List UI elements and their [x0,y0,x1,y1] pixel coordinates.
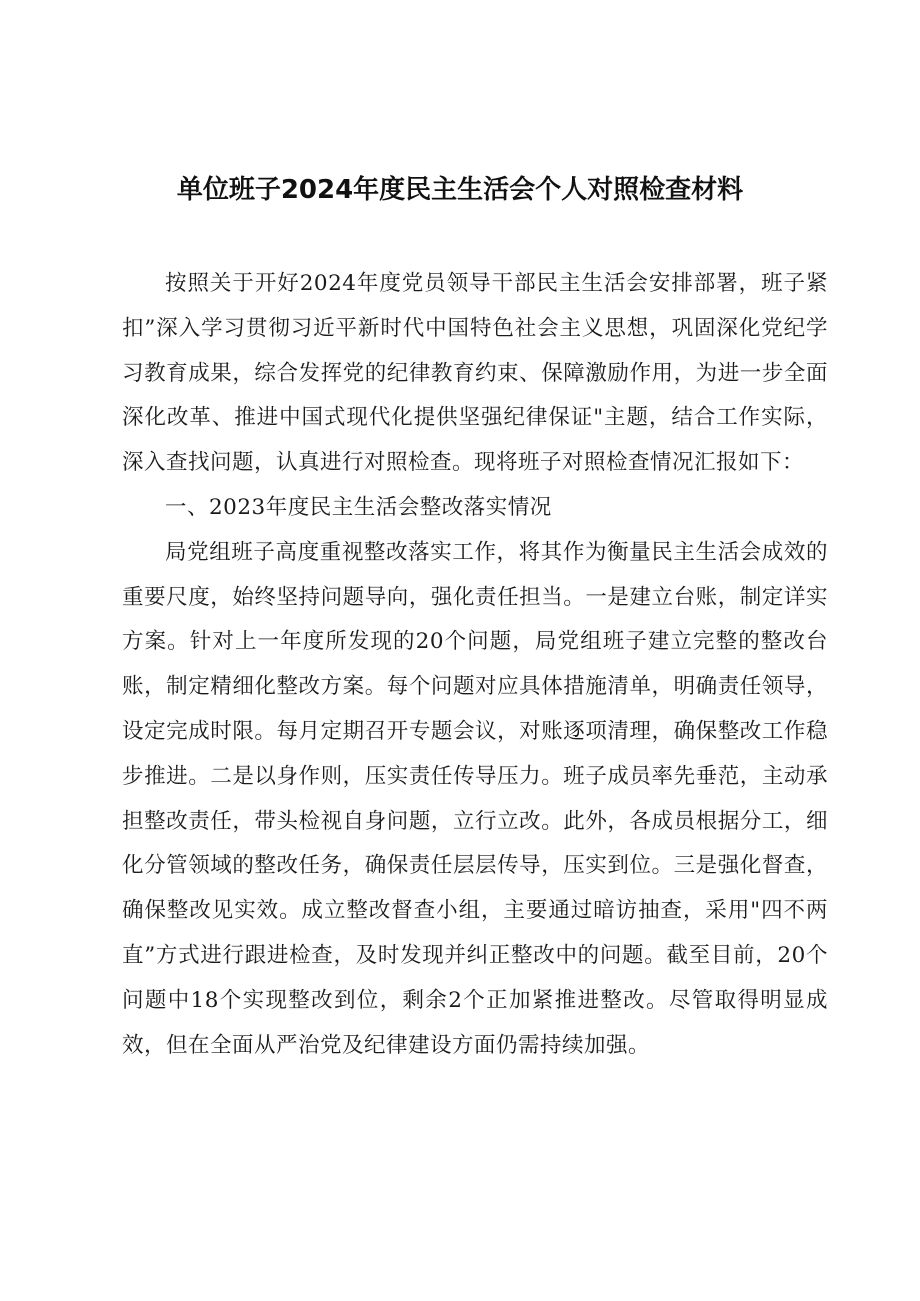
section-heading: 一、2023年度民主生活会整改落实情况 [165,494,552,520]
document-title: 单位班子2024年度民主生活会个人对照检查材料 [176,175,744,205]
section-paragraph: 局党组班子高度重视整改落实工作，将其作为衡量民主生活会成效的重要尺度，始终坚持问题导向，强化责任担当。一是建立台账，制定详实方案。针对上一年度所发现的20个问题，局党组班子建立完整的整改台账，制定精细化整改方案。每个问题对应具体措施清单，明确责任领导，设定完成时限。每月定期召开专题会议，对账逐项清理，确保整改工作稳步推进。二是以身作则，压实责任传导压力。班子成员率先垂范，主动承担整改责任，带头检视自身问题，立行立改。此外，各成员根据分工，细化分管领域的整改任务，确保责任层层传导，压实到位。三是强化督查，确保整改见实效。成立整改督查小组，主要通过暗访抽查，采用"四不两直”方式进行跟进检查，及时发现并纠正整改中的问题。截至目前，20个问题中18个实现整改到位，剩余2个正加紧推进整改。尽管取得明显成效，但在全面从严治党及纪律建设方面仍需持续加强。 [122,539,828,1058]
document-body [122,262,828,1068]
intro-paragraph: 按照关于开好2024年度党员领导干部民主生活会安排部署，班子紧扣”深入学习贯彻习近平新时代中国特色社会主义思想，巩固深化党纪学习教育成果，综合发挥党的纪律教育约束、保障激励作用，为进一步全面深化改革、推进中国式现代化提供坚强纪律保证"主题，结合工作实际，深入查找问题，认真进行对照检查。现将班子对照检查情况汇报如下： [122,271,828,476]
